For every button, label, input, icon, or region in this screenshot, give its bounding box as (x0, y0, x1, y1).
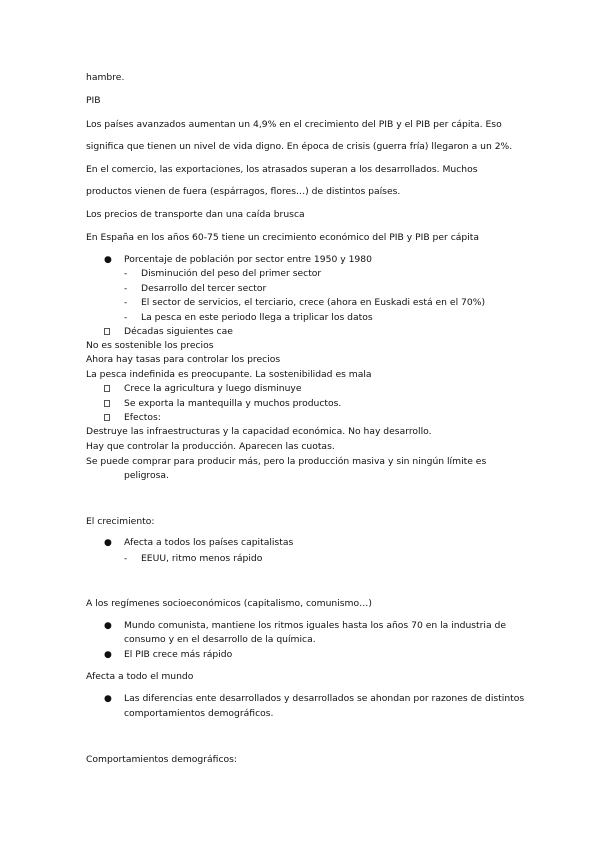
text-line: Hay que controlar la producción. Aparecen las cuotas. (86, 441, 335, 452)
arrow-box-icon (104, 400, 110, 407)
list-item-continuation: consumo y en el desarrollo de la química. (124, 634, 316, 645)
list-item: Desarrollo del tercer sector (141, 283, 267, 294)
bullet-icon: ● (104, 694, 112, 704)
section-heading: El crecimiento: (86, 516, 155, 527)
bullet-icon: ● (104, 538, 112, 548)
list-item: El sector de servicios, el terciario, crece (ahora en Euskadi está en el 70%) (141, 297, 486, 308)
list-item: El PIB crece más rápido (124, 649, 233, 660)
list-item: Mundo comunista, mantiene los ritmos iguales hasta los años 70 en la industria de (124, 620, 507, 631)
arrow-box-icon (104, 385, 110, 392)
text-line: hambre. (86, 72, 125, 83)
heading-pib: PIB (86, 95, 101, 106)
text-line: En España en los años 60-75 tiene un crecimiento económico del PIB y PIB per cápita (86, 232, 480, 243)
section-heading: A los regímenes socioeconómicos (capitalismo, comunismo…) (86, 598, 372, 609)
text-line: significa que tienen un nivel de vida digno. En época de crisis (guerra fría) llegaron a un 2%. (86, 141, 513, 152)
bullet-icon: ● (104, 650, 112, 660)
bullet-icon: ● (104, 621, 112, 631)
bullet-icon: ● (104, 255, 112, 265)
list-item: EEUU, ritmo menos rápido (141, 553, 263, 564)
text-line: Destruye las infraestructuras y la capacidad económica. No hay desarrollo. (86, 426, 432, 437)
list-item: La pesca en este periodo llega a triplicar los datos (141, 312, 373, 323)
text-line: Los precios de transporte dan una caída brusca (86, 209, 305, 220)
arrow-box-icon (104, 328, 110, 335)
text-line: No es sostenible los precios (86, 340, 214, 351)
text-line: La pesca indefinida es preocupante. La sostenibilidad es mala (86, 369, 372, 380)
dash-icon: - (124, 298, 128, 308)
text-line: Afecta a todo el mundo (86, 671, 194, 682)
section-heading: Comportamientos demográficos: (86, 754, 237, 765)
text-line: productos vienen de fuera (espárragos, flores…) de distintos países. (86, 186, 401, 197)
arrow-box-icon (104, 414, 110, 421)
list-item: Las diferencias ente desarrollados y desarrollados se ahondan por razones de distintos (124, 693, 525, 704)
list-item: Se exporta la mantequilla y muchos productos. (124, 398, 342, 409)
text-line: peligrosa. (124, 470, 169, 481)
dash-icon: - (124, 554, 128, 564)
text-line: En el comercio, las exportaciones, los atrasados superan a los desarrollados. Muchos (86, 164, 478, 175)
list-item: Afecta a todos los países capitalistas (124, 537, 294, 548)
dash-icon: - (124, 284, 128, 294)
dash-icon: - (124, 313, 128, 323)
text-line: Los países avanzados aumentan un 4,9% en el crecimiento del PIB y el PIB per cápita. Eso (86, 119, 502, 130)
text-line: Ahora hay tasas para controlar los precios (86, 354, 281, 365)
list-item: Crece la agricultura y luego disminuye (124, 383, 302, 394)
list-item: Porcentaje de población por sector entre 1950 y 1980 (124, 254, 372, 265)
list-item: Disminución del peso del primer sector (141, 268, 322, 279)
text-line: Se puede comprar para producir más, pero la producción masiva y sin ningún límite es (86, 456, 487, 467)
list-item-continuation: comportamientos demográficos. (124, 708, 274, 719)
dash-icon: - (124, 269, 128, 279)
list-item: Décadas siguientes cae (124, 326, 233, 337)
list-item: Efectos: (124, 412, 161, 423)
